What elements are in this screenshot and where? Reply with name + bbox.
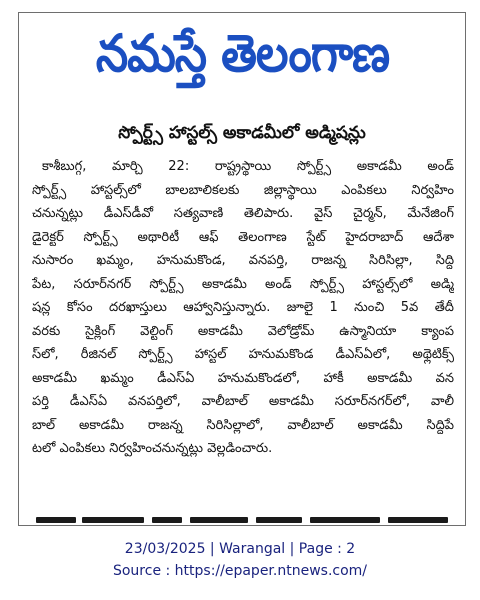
clipping-footer — [0, 538, 480, 582]
footer-date-edition-page: 23/03/2025 | Warangal | Page : 2 — [124, 541, 356, 557]
article-line: పర్తి డీఎస్ఏ వనపర్తిలో, వాలీబాల్ అకాడమీ సరూర్‌నగర్‌లో, వాలీ — [32, 394, 454, 409]
cut-off-text-fragment — [190, 517, 248, 523]
article-headline: స్పోర్ట్స్ హాస్టల్స్ అకాడమీలో అడ్మిషన్లు — [118, 123, 366, 143]
cut-off-text-fragment — [388, 517, 448, 523]
cut-off-next-article-text — [34, 514, 454, 524]
article-line: షన్ల కోసం దరఖాస్తులు ఆహ్వానిస్తున్నారు. జూలై 1 నుంచి 5వ తేదీ — [32, 300, 454, 315]
article-line: టలో ఎంపికలు నిర్వహించనున్నట్లు వెల్లడించారు. — [32, 441, 273, 456]
article-line: కాశీబుగ్గ, మార్చి 22: రాష్ట్రస్థాయి స్పోర్ట్స్ అకాడమీ అండ్ — [42, 159, 454, 174]
article-line: నుసారం ఖమ్మం, హనుమకొండ, వనపర్తి, రాజన్న సిరిసిల్లా, సిద్ది — [32, 253, 454, 268]
cut-off-text-fragment — [36, 517, 76, 523]
article-line: అకాడమీ ఖమ్మం డీఎస్ఏ హనుమకొండలో, హాకీ అకాడమీ వన — [32, 370, 454, 386]
article-line: వరకు సైక్లింగ్ వెల్టింగ్ అకాడమీ వెలోడ్రోమ్ ఉస్మానియా క్యాంప — [32, 323, 454, 339]
newspaper-masthead — [20, 16, 465, 90]
article-line: బాల్ అకాడమీ రాజన్న సిరిసిల్లాలో, వాలీబాల్ అకాడమీ సిద్దిపే — [32, 417, 454, 433]
masthead-title: నమస్తే తెలంగాణ — [95, 22, 390, 84]
article-line: స్‌లో, రీజినల్ స్పోర్ట్స్ హాస్టల్ హనుమకొండ డీఎస్ఏలో, అథ్లెటిక్స్ — [32, 347, 454, 362]
cut-off-text-fragment — [310, 517, 380, 523]
article-line: చనున్నట్లు డీఎస్‌డీవో సత్యవాణి తెలిపారు. వైస్ చైర్మన్, మేనేజింగ్ — [32, 206, 454, 221]
article-body — [32, 155, 454, 461]
cut-off-text-fragment — [256, 517, 302, 523]
article-line: పేట, సరూర్‌నగర్ స్పోర్ట్స్ అకాడమీ అండ్ స్పోర్ట్స్ హాస్టల్స్‌లో అడ్మి — [32, 276, 454, 292]
cut-off-text-fragment — [82, 517, 144, 523]
article-line: స్పోర్ట్స్ హాస్టల్స్‌లో బాలబాలికలకు జిల్లాస్థాయి ఎంపికలు నిర్వహిం — [32, 182, 454, 198]
footer-source-link[interactable]: Source : https://epaper.ntnews.com/ — [112, 563, 368, 579]
cut-off-text-fragment — [152, 517, 182, 523]
article-line: డైరెక్టర్ స్పోర్ట్స్ అథారిటీ ఆఫ్ తెలంగాణ స్టేట్ హైదరాబాద్ ఆదేశా — [32, 229, 454, 245]
